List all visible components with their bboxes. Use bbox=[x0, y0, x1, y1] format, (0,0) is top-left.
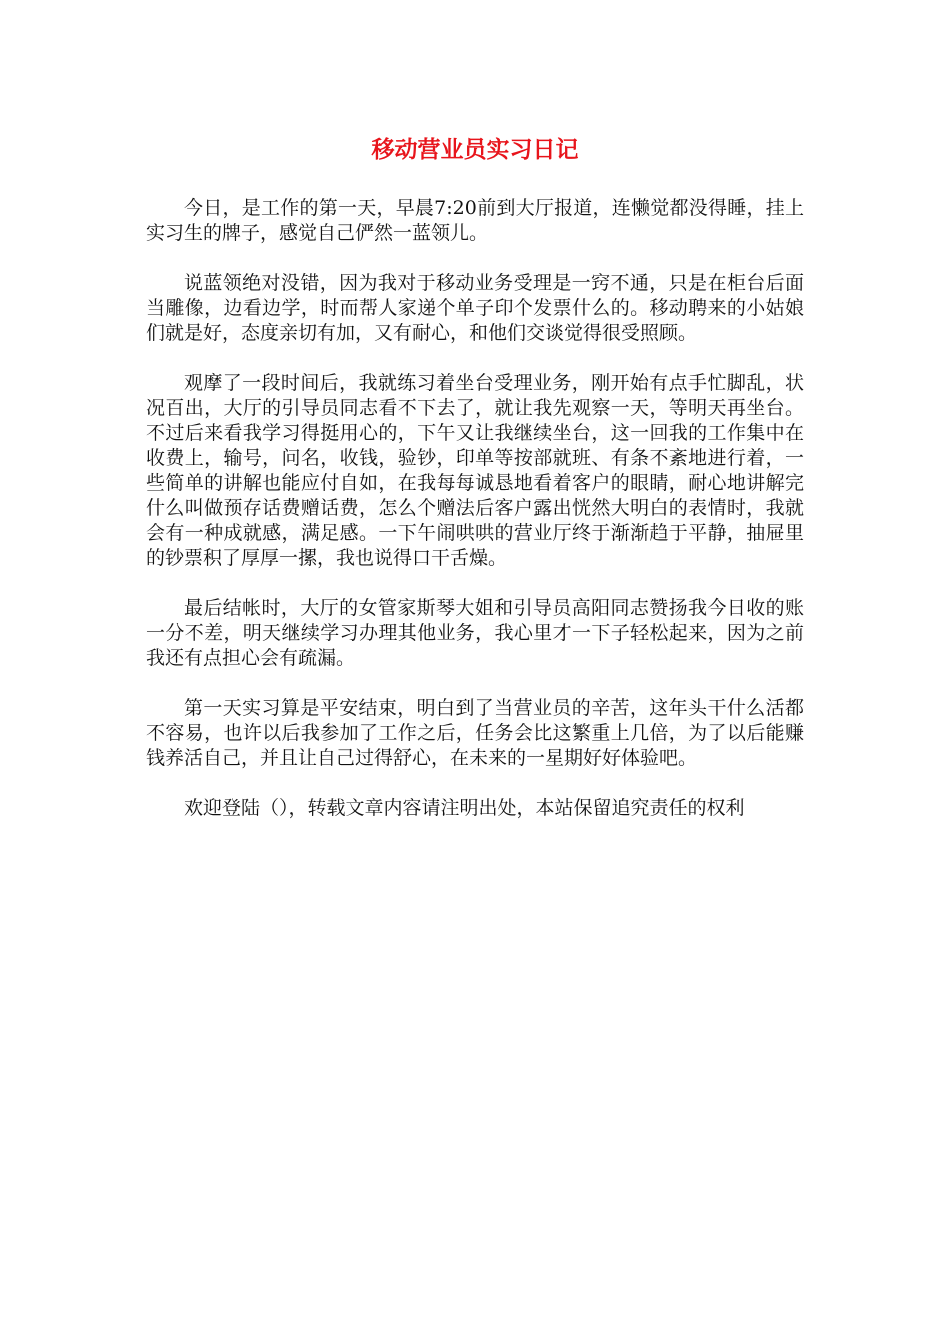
paragraph-6: 欢迎登陆（），转载文章内容请注明出处，本站保留追究责任的权利 bbox=[184, 797, 745, 819]
document-title: 移动营业员实习日记 bbox=[371, 137, 579, 163]
paragraph-4: 最后结帐时，大厅的女管家斯琴大姐和引导员高阳同志赞扬我今日收的账一分不差，明天继续学习办理其他业务，我心里才一下子轻松起来，因为之前我还有点担心会有疏漏。 bbox=[146, 597, 804, 669]
paragraph-1: 今日，是工作的第一天，早晨7:20前到大厅报道，连懒觉都没得睡，挂上实习生的牌子，感觉自己俨然一蓝领儿。 bbox=[146, 197, 804, 244]
paragraph-2: 说蓝领绝对没错，因为我对于移动业务受理是一窍不通，只是在柜台后面当雕像，边看边学，时而帮人家递个单子印个发票什么的。移动聘来的小姑娘们就是好，态度亲切有加，又有耐心，和他们交谈觉得很受照顾。 bbox=[146, 272, 804, 344]
paragraph-5: 第一天实习算是平安结束，明白到了当营业员的辛苦，这年头干什么活都不容易，也许以后我参加了工作之后，任务会比这繁重上几倍，为了以后能赚钱养活自己，并且让自己过得舒心，在未来的一星期好好体验吧。 bbox=[146, 697, 804, 769]
document-body bbox=[146, 196, 804, 846]
paragraph-3: 观摩了一段时间后，我就练习着坐台受理业务，刚开始有点手忙脚乱，状况百出，大厅的引导员同志看不下去了，就让我先观察一天，等明天再坐台。不过后来看我学习得挺用心的，下午又让我继续坐台，这一回我的工作集中在收费上，输号，问名，收钱，验钞，印单等按部就班、有条不紊地进行着，一些简单的讲解也能应付自如，在我每每诚恳地看着客户的眼睛，耐心地讲解完什么叫做预存话费赠话费，怎么个赠法后客户露出恍然大明白的表情时，我就会有一种成就感，满足感。一下午闹哄哄的营业厅终于渐渐趋于平静，抽屉里的钞票积了厚厚一摞，我也说得口干舌燥。 bbox=[146, 372, 804, 569]
